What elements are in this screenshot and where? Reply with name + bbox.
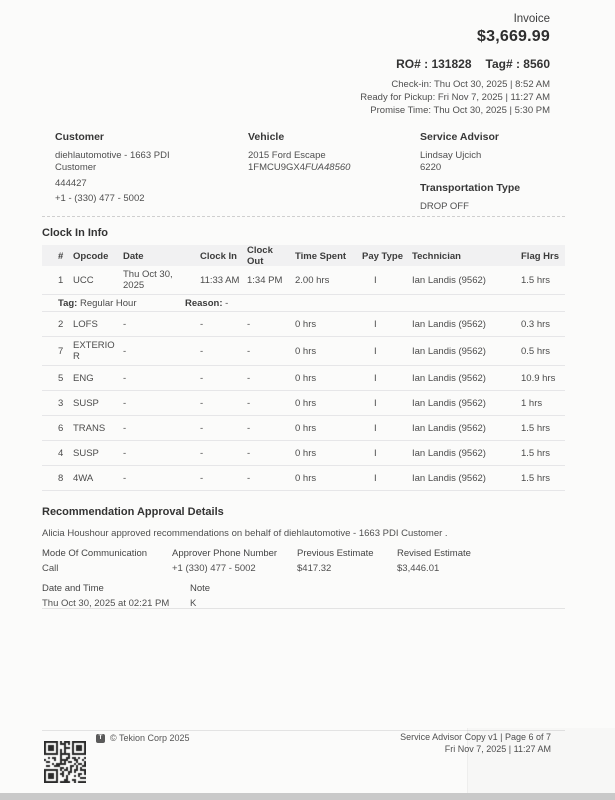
tekion-logo-icon: T [96,734,105,743]
cell-pay-type: I [374,345,377,357]
cell-date: - [123,372,127,384]
scan-shade [468,728,615,793]
recommendation-title: Recommendation Approval Details [42,506,224,518]
header-cell-date: Date [123,250,144,262]
checkin-line: Check-in: Thu Oct 30, 2025 | 8:52 AM [391,79,550,90]
section-divider [42,216,565,217]
header-cell-num: # [58,250,64,262]
cell-flag-hrs: 1.5 hrs [521,274,551,286]
cell-time-spent: 0 hrs [295,397,317,409]
service-advisor-name: Lindsay Ujcich [420,149,482,161]
cell-time-spent: 0 hrs [295,318,317,330]
cell-date: - [123,472,127,484]
cell-clock-out: - [247,447,251,459]
cell-technician: Ian Landis (9562) [412,472,486,484]
cell-opcode: LOFS [73,318,98,330]
cell-time-spent: 0 hrs [295,372,317,384]
cell-clock-out: - [247,372,251,384]
header-cell-time-spent: Time Spent [295,250,347,262]
field-label: Mode Of Communication [42,548,148,559]
service-advisor-label: Service Advisor [420,131,499,143]
cell-flag-hrs: 1.5 hrs [521,447,551,459]
customer-name: diehlautomotive - 1663 PDI Customer [55,149,170,173]
field-value: K [190,598,197,609]
cell-num: 7 [58,345,64,357]
cell-clock-out: 1:34 PM [247,274,283,286]
cell-clock-in: 11:33 AM [200,274,240,286]
header-cell-clock-in: Clock In [200,250,237,262]
table-row [42,416,565,441]
cell-flag-hrs: 10.9 hrs [521,372,556,384]
cell-flag-hrs: 1.5 hrs [521,472,551,484]
cell-opcode: SUSP [73,447,99,459]
tag-reason-row [42,295,565,312]
cell-technician: Ian Landis (9562) [412,447,486,459]
customer-id: 444427 [55,177,87,189]
cell-num: 1 [58,274,64,286]
cell-num: 8 [58,472,64,484]
cell-pay-type: I [374,422,377,434]
cell-num: 3 [58,397,64,409]
customer-phone: +1 - (330) 477 - 5002 [55,193,145,204]
ready-for-pickup-line: Ready for Pickup: Fri Nov 7, 2025 | 11:27 AM [360,92,550,103]
invoice-header [360,13,550,117]
cell-time-spent: 0 hrs [295,472,317,484]
service-advisor-id: 6220 [420,162,442,173]
footer-printed-datetime: Fri Nov 7, 2025 | 11:27 AM [444,744,551,754]
cell-opcode: UCC [73,274,94,286]
cell-technician: Ian Landis (9562) [412,372,486,384]
cell-clock-in: - [200,345,204,357]
approver-phone-field [172,548,297,574]
cell-num: 2 [58,318,64,330]
customer-section [55,131,177,206]
cell-technician: Ian Landis (9562) [412,274,486,286]
cell-clock-out: - [247,472,251,484]
table-row [42,441,565,466]
cell-date: - [123,318,127,330]
transportation-value: DROP OFF [420,200,469,212]
cell-technician: Ian Landis (9562) [412,397,486,409]
cell-num: 6 [58,422,64,434]
field-label: Approver Phone Number [172,548,278,559]
cell-time-spent: 2.00 hrs [295,274,330,286]
field-value: $417.32 [297,563,332,574]
cell-date: - [123,447,127,459]
cell-flag-hrs: 1 hrs [521,397,543,409]
header-cell-technician: Technician [412,250,461,262]
note-field [190,583,565,609]
qr-code [44,741,86,783]
ro-number: RO# : 131828 [396,57,472,71]
transportation-section [420,182,570,213]
table-row [42,266,565,295]
recommendation-fields-row2 [42,583,565,609]
cell-time-spent: 0 hrs [295,422,317,434]
cell-flag-hrs: 0.3 hrs [521,318,551,330]
cell-clock-in: - [200,372,204,384]
vehicle-model: 2015 Ford Escape [248,149,326,161]
cell-clock-in: - [200,422,204,434]
cell-pay-type: I [374,372,377,384]
table-row [42,366,565,391]
clock-in-table [42,245,565,491]
cell-clock-in: - [200,472,204,484]
table-row [42,337,565,366]
field-label: Date and Time [42,583,104,594]
reason-field: Reason: - [185,297,229,309]
ro-tag-line [360,57,550,71]
cell-clock-in: - [200,397,204,409]
table-row [42,391,565,416]
field-value: +1 (330) 477 - 5002 [172,563,256,574]
cell-num: 5 [58,372,64,384]
cell-pay-type: I [374,274,377,286]
recommendation-fields-row1 [42,548,565,574]
invoice-type-label: Invoice [513,13,550,25]
vehicle-vin: 1FMCU9GX4FUA48560 [248,162,351,173]
cell-technician: Ian Landis (9562) [412,318,486,330]
field-label: Revised Estimate [397,548,471,559]
promise-time-line: Promise Time: Thu Oct 30, 2025 | 5:30 PM [370,105,550,116]
cell-opcode: EXTERIOR [73,340,115,362]
section-divider [42,608,565,609]
invoice-total: $3,669.99 [477,28,550,45]
table-header-row [42,245,565,266]
cell-flag-hrs: 0.5 hrs [521,345,551,357]
cell-date: - [123,422,127,434]
cell-time-spent: 0 hrs [295,345,317,357]
cell-pay-type: I [374,447,377,459]
header-cell-clock-out: Clock Out [247,245,273,267]
service-advisor-section [420,131,570,175]
field-value: Thu Oct 30, 2025 at 02:21 PM [42,598,170,609]
cell-clock-in: - [200,318,204,330]
footer-copy-info: Service Advisor Copy v1 | Page 6 of 7 [400,732,551,742]
cell-clock-out: - [247,397,251,409]
cell-clock-out: - [247,345,251,357]
cell-pay-type: I [374,397,377,409]
cell-flag-hrs: 1.5 hrs [521,422,551,434]
scan-strip [0,793,615,800]
header-cell-flag-hrs: Flag Hrs [521,250,560,262]
cell-date: - [123,345,127,357]
cell-time-spent: 0 hrs [295,447,317,459]
field-label: Note [190,583,211,594]
field-value: $3,446.01 [397,563,440,574]
cell-clock-in: - [200,447,204,459]
cell-technician: Ian Landis (9562) [412,345,486,357]
vehicle-section [248,131,398,175]
cell-num: 4 [58,447,64,459]
cell-date: - [123,397,127,409]
copyright-text: © Tekion Corp 2025 [110,733,190,743]
vehicle-label: Vehicle [248,131,285,143]
mode-of-communication-field [42,548,172,574]
tag-field: Tag: Regular Hour [58,297,137,309]
customer-label: Customer [55,131,105,143]
cell-clock-out: - [247,422,251,434]
cell-date: Thu Oct 30, 2025 [123,269,173,291]
cell-pay-type: I [374,318,377,330]
header-cell-opcode: Opcode [73,250,109,262]
clock-in-title: Clock In Info [42,227,108,239]
cell-opcode: 4WA [73,472,94,484]
header-cell-pay-type: Pay Type [362,250,404,262]
cell-opcode: ENG [73,372,94,384]
field-label: Previous Estimate [297,548,374,559]
tekion-copyright-line [96,733,190,743]
cell-clock-out: - [247,318,251,330]
tag-number: Tag# : 8560 [485,57,550,71]
table-row [42,466,565,491]
revised-estimate-field [397,548,565,574]
cell-technician: Ian Landis (9562) [412,422,486,434]
cell-pay-type: I [374,472,377,484]
table-row [42,312,565,337]
cell-opcode: SUSP [73,397,99,409]
previous-estimate-field [297,548,397,574]
scan-line [467,728,468,793]
date-and-time-field [42,583,190,609]
field-value: Call [42,563,59,574]
transportation-label: Transportation Type [420,182,521,194]
recommendation-summary: Alicia Houshour approved recommendations on behalf of diehlautomotive - 1663 PDI Customer . [42,528,448,539]
cell-opcode: TRANS [73,422,106,434]
